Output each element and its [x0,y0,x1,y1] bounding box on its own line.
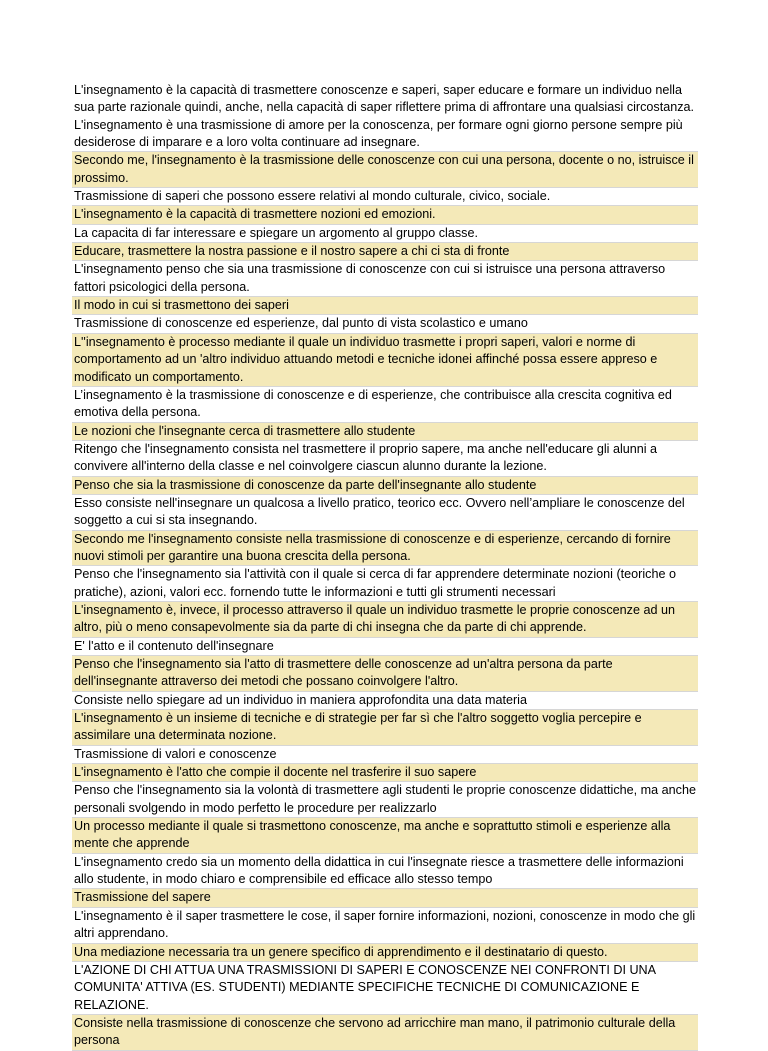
response-row: Consiste nella trasmissione di conoscenze che servono ad arricchire man mano, il patrimonio culturale della persona [72,1015,698,1051]
response-row: Una mediazione necessaria tra un genere specifico di apprendimento e il destinatario di questo. [72,944,698,962]
response-row: L''insegnamento è processo mediante il quale un individuo trasmette i propri saperi, valori e norme di comportamento ad un 'altro individuo attuando metodi e tecniche idonei affinché possa essere appreso e modificato un comportamento. [72,334,698,387]
response-row: L’insegnamento è la trasmissione di conoscenze e di esperienze, che contribuisce alla crescita cognitiva ed emotiva della persona. [72,387,698,423]
response-row: L'insegnamento è la capacità di trasmettere conoscenze e saperi, saper educare e formare un individuo nella sua parte razionale quindi, anche, nella capacità di saper riflettere prima di affrontare una qualsiasi circostanza. L'insegnamento è una trasmissione di amore per la conoscenza, per formare ogni giorno persone sempre più desiderose di imparare e a loro volta continuare ad insegnare. [72,82,698,152]
response-row: L'insegnamento è un insieme di tecniche e di strategie per far sì che l'altro soggetto voglia percepire e assimilare una determinata nozione. [72,710,698,746]
response-row: Penso che l'insegnamento sia l'atto di trasmettere delle conoscenze ad un'altra persona da parte dell'insegnante attraverso dei metodi che possano coinvolgere l'altro. [72,656,698,692]
response-row: Trasmissione di valori e conoscenze [72,746,698,764]
response-row: L'insegnamento è, invece, il processo attraverso il quale un individuo trasmette le proprie conoscenze ad un altro, più o meno consapevolmente sia da parte di chi insegna che da parte di chi apprende. [72,602,698,638]
response-list [72,82,698,1051]
response-row: Penso che l'insegnamento sia l'attività con il quale si cerca di far apprendere determinate nozioni (teoriche o pratiche), azioni, valori ecc. fornendo tutte le informazioni e tutti gli strumenti necessari [72,566,698,602]
response-row: Penso che sia la trasmissione di conoscenze da parte dell'insegnante allo studente [72,477,698,495]
response-row: Secondo me l'insegnamento consiste nella trasmissione di conoscenze e di esperienze, cercando di fornire nuovi stimoli per garantire una buona crescita della persona. [72,531,698,567]
response-row: Le nozioni che l'insegnante cerca di trasmettere allo studente [72,423,698,441]
response-row: Trasmissione di conoscenze ed esperienze, dal punto di vista scolastico e umano [72,315,698,333]
response-row: Trasmissione di saperi che possono essere relativi al mondo culturale, civico, sociale. [72,188,698,206]
response-row: Un processo mediante il quale si trasmettono conoscenze, ma anche e soprattutto stimoli e esperienze alla mente che apprende [72,818,698,854]
response-row: Secondo me, l'insegnamento è la trasmissione delle conoscenze con cui una persona, docente o no, istruisce il prossimo. [72,152,698,188]
response-row: L'insegnamento penso che sia una trasmissione di conoscenze con cui si istruisce una persona attraverso fattori psicologici della persona. [72,261,698,297]
response-row: La capacita di far interessare e spiegare un argomento al gruppo classe. [72,225,698,243]
response-row: L'AZIONE DI CHI ATTUA UNA TRASMISSIONI DI SAPERI E CONOSCENZE NEI CONFRONTI DI UNA COMUNITA' ATTIVA (ES. STUDENTI) MEDIANTE SPECIFICHE TECNICHE DI COMUNICAZIONE E RELAZIONE. [72,962,698,1015]
response-row: L'insegnamento è l'atto che compie il docente nel trasferire il suo sapere [72,764,698,782]
response-row: L'insegnamento credo sia un momento della didattica in cui l'insegnate riesce a trasmettere delle informazioni allo studente, in modo chiaro e comprensibile ed efficace allo stesso tempo [72,854,698,890]
response-row: Ritengo che l'insegnamento consista nel trasmettere il proprio sapere, ma anche nell'educare gli alunni a convivere all'interno della classe e nel coinvolgere ciascun alunno durante la lezione. [72,441,698,477]
response-row: L'insegnamento è il saper trasmettere le cose, il saper fornire informazioni, nozioni, conoscenze in modo che gli altri apprendano. [72,908,698,944]
response-row: Esso consiste nell'insegnare un qualcosa a livello pratico, teorico ecc. Ovvero nell’ampliare le conoscenze del soggetto a cui si sta insegnando. [72,495,698,531]
response-row: Penso che l'insegnamento sia la volontà di trasmettere agli studenti le proprie conoscenze didattiche, ma anche personali svolgendo in modo perfetto le procedure per realizzarlo [72,782,698,818]
response-row: Trasmissione del sapere [72,889,698,907]
response-row: E' l'atto e il contenuto dell'insegnare [72,638,698,656]
response-row: Consiste nello spiegare ad un individuo in maniera approfondita una data materia [72,692,698,710]
response-row: Il modo in cui si trasmettono dei saperi [72,297,698,315]
response-row: Educare, trasmettere la nostra passione e il nostro sapere a chi ci sta di fronte [72,243,698,261]
response-row: L'insegnamento è la capacità di trasmettere nozioni ed emozioni. [72,206,698,224]
